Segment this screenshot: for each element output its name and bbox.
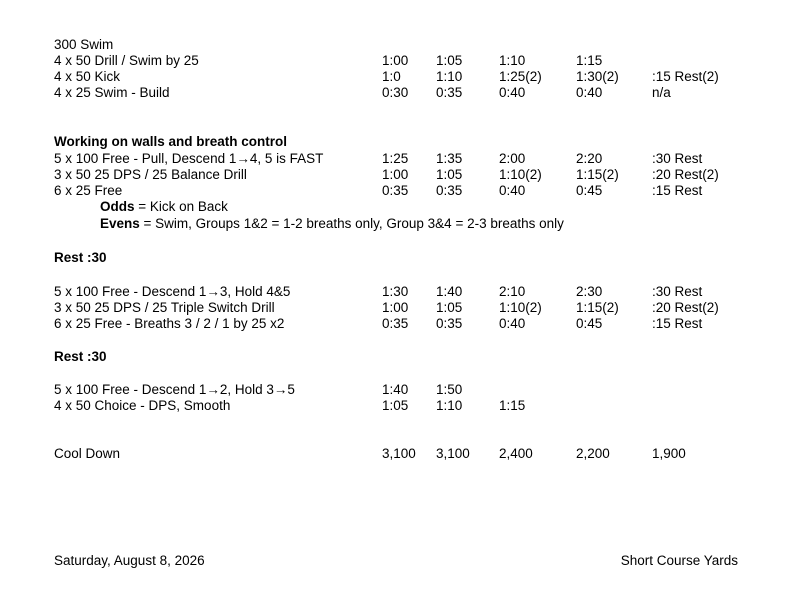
note-label: Odds bbox=[100, 199, 135, 214]
group-2-value: 0:35 bbox=[436, 183, 463, 198]
group-3-value: 1:10(2) bbox=[499, 167, 542, 182]
group-3-value: 1:10 bbox=[499, 53, 526, 68]
group-1-value: 0:30 bbox=[382, 85, 409, 100]
group-4-value: 0:45 bbox=[576, 316, 603, 331]
set-description: 5 x 100 Free - Descend 1→3, Hold 4&5 bbox=[54, 284, 291, 299]
workout-row bbox=[54, 284, 754, 300]
group-3-value: 1:10(2) bbox=[499, 300, 542, 315]
group-1-value: 1:05 bbox=[382, 398, 409, 413]
group-1-value: 1:00 bbox=[382, 53, 409, 68]
group-1-value: 1:00 bbox=[382, 167, 409, 182]
workout-row bbox=[54, 151, 754, 167]
set-description: 4 x 50 Drill / Swim by 25 bbox=[54, 53, 199, 68]
note-label: Evens bbox=[100, 216, 140, 231]
group-5-value: :20 Rest(2) bbox=[652, 300, 719, 315]
group-4-value: 1:30(2) bbox=[576, 69, 619, 84]
workout-row bbox=[54, 398, 754, 414]
group-3-value: 2:10 bbox=[499, 284, 526, 299]
group-2-value: 1:40 bbox=[436, 284, 463, 299]
group-4-value: 0:40 bbox=[576, 85, 603, 100]
workout-row bbox=[54, 316, 754, 332]
group-5-value: 1,900 bbox=[652, 446, 686, 461]
set-description: 3 x 50 25 DPS / 25 Balance Drill bbox=[54, 167, 247, 182]
group-5-value: :15 Rest(2) bbox=[652, 69, 719, 84]
set-description: 4 x 25 Swim - Build bbox=[54, 85, 170, 100]
group-2-value: 1:50 bbox=[436, 382, 463, 397]
group-3-value: 0:40 bbox=[499, 183, 526, 198]
section-heading: Rest :30 bbox=[54, 349, 107, 364]
workout-row bbox=[54, 53, 754, 69]
set-description: 6 x 25 Free - Breaths 3 / 2 / 1 by 25 x2 bbox=[54, 316, 285, 331]
group-5-value: :15 Rest bbox=[652, 183, 703, 198]
group-1-value: 1:40 bbox=[382, 382, 409, 397]
workout-row bbox=[54, 69, 754, 85]
set-description: 4 x 50 Kick bbox=[54, 69, 121, 84]
group-5-value: :20 Rest(2) bbox=[652, 167, 719, 182]
group-2-value: 1:05 bbox=[436, 300, 463, 315]
group-1-value: 1:00 bbox=[382, 300, 409, 315]
set-note bbox=[100, 216, 564, 232]
group-2-value: 0:35 bbox=[436, 316, 463, 331]
set-description: 6 x 25 Free bbox=[54, 183, 123, 198]
set-description: 4 x 50 Choice - DPS, Smooth bbox=[54, 398, 231, 413]
group-3-value: 2:00 bbox=[499, 151, 526, 166]
set-description: 300 Swim bbox=[54, 37, 114, 52]
group-1-value: 1:30 bbox=[382, 284, 409, 299]
group-1-value: 0:35 bbox=[382, 183, 409, 198]
set-description: Cool Down bbox=[54, 446, 121, 461]
group-4-value: 2:20 bbox=[576, 151, 603, 166]
group-2-value: 0:35 bbox=[436, 85, 463, 100]
set-description: 5 x 100 Free - Pull, Descend 1→4, 5 is FAST bbox=[54, 151, 324, 166]
group-1-value: 1:25 bbox=[382, 151, 409, 166]
workout-row bbox=[54, 85, 754, 101]
group-4-value: 2:30 bbox=[576, 284, 603, 299]
group-4-value: 1:15(2) bbox=[576, 300, 619, 315]
group-5-value: :15 Rest bbox=[652, 316, 703, 331]
group-2-value: 3,100 bbox=[436, 446, 470, 461]
set-note bbox=[100, 199, 228, 215]
group-1-value: 0:35 bbox=[382, 316, 409, 331]
course-type: Short Course Yards bbox=[620, 553, 738, 568]
note-text: = Swim, Groups 1&2 = 1-2 breaths only, Group 3&4 = 2-3 breaths only bbox=[139, 216, 564, 231]
set-description: 3 x 50 25 DPS / 25 Triple Switch Drill bbox=[54, 300, 275, 315]
note-text: = Kick on Back bbox=[134, 199, 228, 214]
group-3-value: 1:25(2) bbox=[499, 69, 542, 84]
group-2-value: 1:05 bbox=[436, 53, 463, 68]
workout-row bbox=[54, 167, 754, 183]
set-description: 5 x 100 Free - Descend 1→2, Hold 3→5 bbox=[54, 382, 295, 397]
workout-row bbox=[54, 300, 754, 316]
group-2-value: 1:10 bbox=[436, 398, 463, 413]
group-5-value: :30 Rest bbox=[652, 151, 703, 166]
workout-row bbox=[54, 382, 754, 398]
workout-date: Saturday, August 8, 2026 bbox=[54, 553, 205, 568]
workout-row bbox=[54, 183, 754, 199]
group-4-value: 1:15(2) bbox=[576, 167, 619, 182]
group-4-value: 2,200 bbox=[576, 446, 610, 461]
group-4-value: 0:45 bbox=[576, 183, 603, 198]
group-5-value: :30 Rest bbox=[652, 284, 703, 299]
group-1-value: 1:0 bbox=[382, 69, 401, 84]
group-3-value: 0:40 bbox=[499, 85, 526, 100]
group-2-value: 1:35 bbox=[436, 151, 463, 166]
section-heading: Rest :30 bbox=[54, 250, 107, 265]
group-4-value: 1:15 bbox=[576, 53, 603, 68]
section-heading: Working on walls and breath control bbox=[54, 134, 288, 149]
workout-row bbox=[54, 37, 754, 53]
group-1-value: 3,100 bbox=[382, 446, 416, 461]
group-3-value: 0:40 bbox=[499, 316, 526, 331]
workout-row bbox=[54, 446, 754, 462]
group-3-value: 2,400 bbox=[499, 446, 533, 461]
group-3-value: 1:15 bbox=[499, 398, 526, 413]
group-2-value: 1:05 bbox=[436, 167, 463, 182]
group-2-value: 1:10 bbox=[436, 69, 463, 84]
group-5-value: n/a bbox=[652, 85, 671, 100]
